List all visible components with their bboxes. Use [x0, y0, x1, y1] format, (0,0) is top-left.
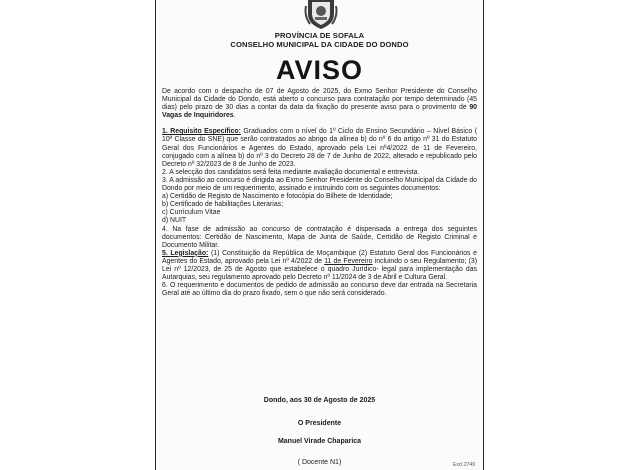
reference-number: Excl.2749: [453, 462, 475, 468]
signatory-name: Manuel Virade Chaparica: [277, 438, 362, 445]
place-date: Dondo, aos 30 de Agosto de 2025: [263, 397, 376, 404]
notice-body: [162, 88, 477, 298]
item-3a: a) Certidão de Registo de Nascimento e fotocópia do Bilhete de Identidade;: [162, 193, 393, 201]
item-1: 1. Requisito Específico: Graduados com o nível do 1º Ciclo do Ensino Secundário – Nível Básico ( 10ª Classe do SNE) que serão contratados ao abrigo da alínea b) do nº 6 do artigo nº 31 do Estatuto Geral dos Funcionários e Agentes do Estado, aprovado pela Lei nº4/2022 de 11 de Fevereiro, conjugado com a alínea b) do nº 3 do Decreto 28 de 7 de Junho de 2022, alterado e republicado pelo Decreto nº 32/2023 de 8 de Junho de 2023.: [162, 128, 477, 168]
item-4: 4. Na fase de admissão ao concurso de contratação é dispensada a entrega dos seguintes documentos: Certidão de Nascimento, Mapa de Junta de Saúde, Certidão de Registo Criminal e Documento Militar.: [162, 225, 477, 249]
intro-paragraph: De acordo com o despacho de 07 de Agosto de 2025, do Exmo Senhor Presidente do Conselho Municipal da Cidade do Dondo, está aberto o concurso para contratação por tempo determinado (45 dias) pelo prazo de 30 dias a contar da data da fixação do presente aviso para o provimento de 90 Vagas de Inquiridores.: [162, 88, 477, 120]
coat-of-arms-emblem: [304, 0, 338, 30]
council-heading: CONSELHO MUNICIPAL DA CIDADE DO DONDO: [230, 40, 409, 49]
item-3d: d) NUIT: [162, 217, 187, 225]
signatory-role: O Presidente: [297, 420, 342, 427]
item-5: 5. Legislação: (1) Constituição da República de Moçambique (2) Estatuto Geral dos Funcionários e Agentes do Estado, aprovado pela Lei nº 4/2022 de 11 de Fevereiro incluindo o seu Regulamento; (3) Lei nº 12/2023, de 25 de Agosto que estabelece o quadro Jurídico- legal para implementação das Autarquias, seu regulamento aprovado pelo Decreto nº 11/2024 de 3 de Abril e Cultura Geral.: [162, 249, 477, 282]
item-3: 3. A admissão ao concurso é dirigida ao Exmo Senhor Presidente do Conselho Municipal da Cidade do Dondo por meio de um requerimento, assinado e instruindo com os seguintes documentos:: [162, 176, 477, 193]
item-3c: c) Curriculum Vitae: [162, 209, 221, 217]
notice-sheet: [155, 0, 484, 470]
signatory-rank: ( Docente N1): [297, 459, 342, 466]
item-2: 2. A selecção dos candidatos será feita mediante avaliação documental e entrevista.: [162, 168, 420, 176]
item-6: 6. O requerimento e documentos de pedido de admissão ao concurso deve dar entrada na Secretaria Geral até ao último dia do prazo fixado, sem o que não será considerado.: [162, 282, 477, 298]
province-heading: PROVÍNCIA DE SOFALA: [274, 31, 365, 40]
item-3b: b) Certificado de habilitações Literarias;: [162, 201, 284, 209]
notice-title: AVISO: [275, 55, 363, 85]
